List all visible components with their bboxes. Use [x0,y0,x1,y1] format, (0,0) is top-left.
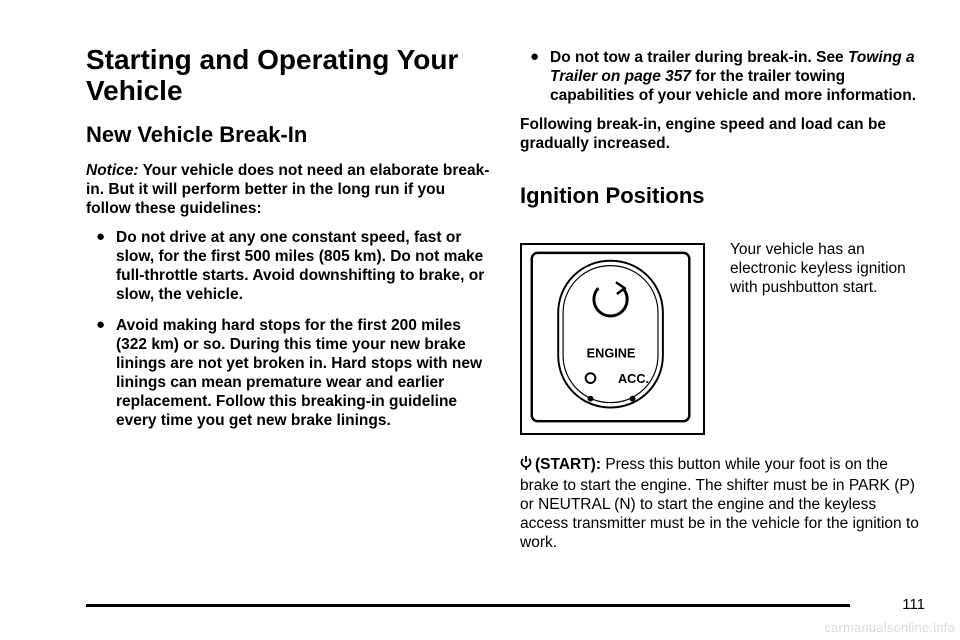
watermark: carmanualsonline.info [824,620,955,635]
indicator-dot [588,396,594,402]
breakin-guidelines-list-continued [520,48,925,105]
page-number: 111 [902,596,925,613]
start-text: Press this button while your foot is on the brake to start the engine. The shifter must be in PARK (P) or NEUTRAL (N) to start the engine and the keyless access transmitter must be in the vehicle for the ignition to work. [520,456,919,551]
left-column [86,44,491,430]
following-breakin-text: Following break-in, engine speed and load can be gradually increased. [520,116,887,152]
power-icon [594,282,627,316]
bullet-icon: ● [96,316,106,333]
notice-text: Your vehicle does not need an elaborate break-in. But it will perform better in the long run if you follow these guidelines: [86,162,490,217]
ignition-caption: Your vehicle has an electronic keyless ignition with pushbutton start. [730,241,906,296]
bullet-icon: ● [530,48,540,65]
breakin-heading: New Vehicle Break-In [86,122,308,147]
ignition-heading: Ignition Positions [520,183,705,208]
indicator-dot [630,396,636,402]
ignition-button-figure [520,243,705,435]
start-paragraph [520,455,925,552]
engine-label: ENGINE [586,345,636,361]
list-item [86,228,491,304]
list-item [86,316,491,430]
breakin-guidelines-list [86,228,491,430]
page-title: Starting and Operating Your Vehicle [86,44,459,106]
bullet-text: Avoid making hard stops for the first 200 miles (322 km) or so. During this time your new brake linings are not yet broken in. Hard stops with new linings can mean premature wear and earlier replacement. Follow this breaking-in guideline every time you get new brake linings. [116,317,483,429]
bullet-text-post: for the trailer towing capabilities of your vehicle and more information. [550,68,917,104]
start-label: (START): [535,456,601,473]
ignition-button-illustration [522,245,703,433]
notice-paragraph [86,161,491,218]
notice-label: Notice: [86,162,139,179]
bullet-icon: ● [96,228,106,245]
off-position-icon [586,373,596,383]
towing-page-link[interactable]: Towing a Trailer on page 357 [550,49,915,85]
right-column [520,48,925,208]
footer-rule [86,604,850,607]
list-item [520,48,925,105]
bullet-text-pre: Do not tow a trailer during break-in. See [550,49,844,66]
acc-label: ACC. [618,371,650,387]
bullet-text: Do not drive at any one constant speed, fast or slow, for the first 500 miles (805 km). Do not make full-throttle starts. Avoid downshifting to brake, or slow, the vehicle. [116,229,485,303]
start-icon [520,455,532,476]
